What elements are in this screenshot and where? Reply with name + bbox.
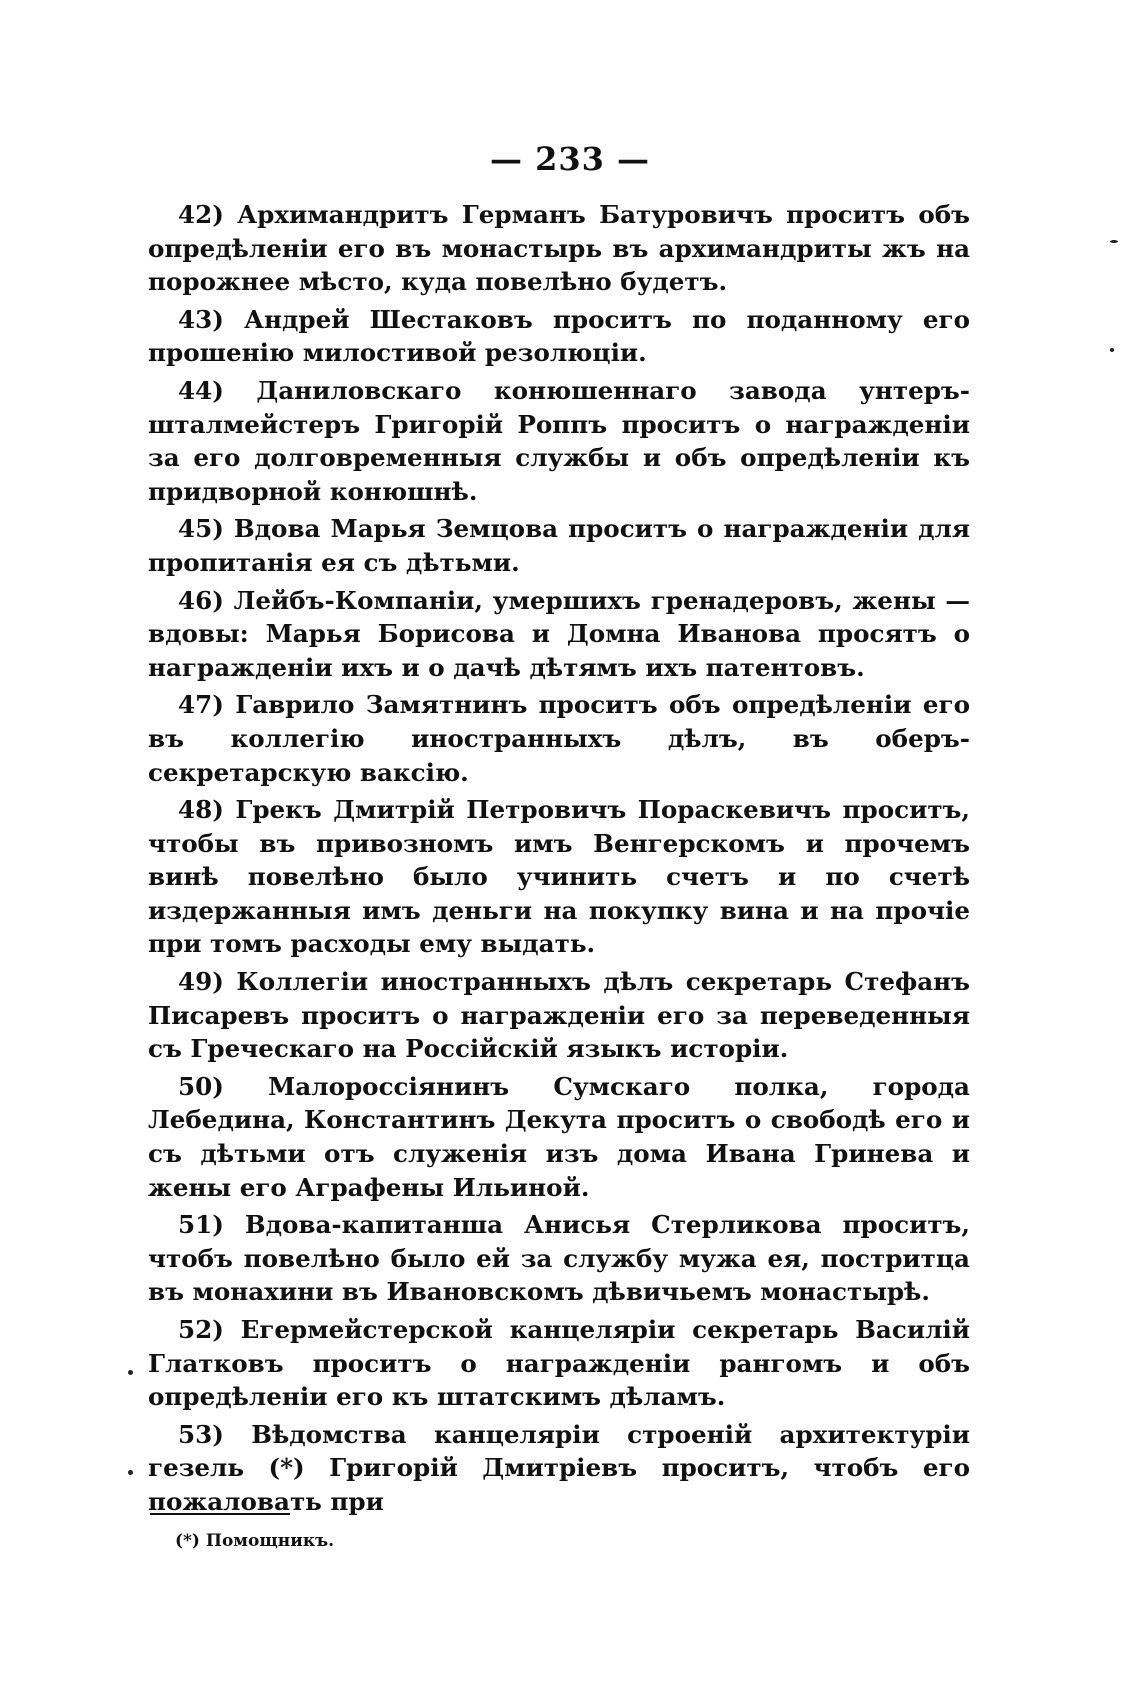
entry-50: 50) Малороссіянинъ Сумскаго полка, города Лебедина, Константинъ Декута проситъ о свободѣ его и съ дѣтьми отъ служенія изъ дома Ивана Гринева и жены его Аграфены Ильиной. [148, 1071, 970, 1202]
page-number: — 233 — [489, 140, 651, 178]
entry-48: 48) Грекъ Дмитрій Петровичъ Пораскевичъ проситъ, чтобы въ привозномъ имъ Венгерскомъ и прочемъ винѣ повелѣно было учинить счетъ и по счетѣ издержанныя имъ деньги на покупку вина и на прочіе при томъ расходы ему выдать. [148, 795, 970, 959]
entry-46: 46) Лейбъ-Компаніи, умершихъ гренадеровъ, жены — вдовы: Марья Борисова и Домна Иванова просятъ о награжденіи ихъ и о дачѣ дѣтямъ ихъ патентовъ. [148, 585, 970, 682]
scan-speck [1110, 240, 1118, 243]
entry-42: 42) Архимандритъ Германъ Батуровичъ проситъ объ опредѣленіи его въ монастырь въ архимандриты жъ на порожнее мѣсто, куда повелѣно будетъ. [148, 200, 970, 297]
footnote-rule [150, 1513, 290, 1515]
page-body [148, 198, 970, 1523]
entry-43: 43) Андрей Шестаковъ проситъ по поданному его прошенію милостивой резолюціи. [148, 304, 970, 368]
entry-45: 45) Вдова Марья Земцова проситъ о награжденіи для пропитанія ея съ дѣтьми. [148, 514, 970, 577]
scan-speck [128, 1370, 133, 1375]
scan-speck [1110, 348, 1114, 352]
entry-49: 49) Коллегіи иностранныхъ дѣлъ секретарь Стефанъ Писаревъ проситъ о награжденіи его за переведенныя съ Греческаго на Россійскій языкъ исторіи. [148, 967, 970, 1064]
entry-44: 44) Даниловскаго конюшеннаго завода унтеръ-шталмейстеръ Григорій Роппъ проситъ о награжденіи за его долговременныя службы и объ опредѣленіи къ придворной конюшнѣ. [148, 375, 970, 506]
entry-53: 53) Вѣдомства канцеляріи строеній архитектуріи гезель (*) Григорій Дмитріевъ проситъ, чтобъ его пожаловать при [148, 1419, 970, 1516]
entry-47: 47) Гаврило Замятнинъ проситъ объ опредѣленіи его въ коллегію иностранныхъ дѣлъ, въ оберъ-секретарскую ваксію. [148, 690, 970, 787]
scan-speck [128, 1470, 133, 1475]
entry-52: 52) Егермейстерской канцеляріи секретарь Василій Глатковъ проситъ о награжденіи рангомъ и объ опредѣленіи его къ штатскимъ дѣламъ. [148, 1315, 970, 1412]
entry-51: 51) Вдова-капитанша Анисья Стерликова проситъ, чтобъ повелѣно было ей за службу мужа ея, постритца въ монахини въ Ивановскомъ дѣвичьемъ монастырѣ. [148, 1210, 970, 1307]
footnote: (*) Помощникъ. [175, 1531, 335, 1551]
